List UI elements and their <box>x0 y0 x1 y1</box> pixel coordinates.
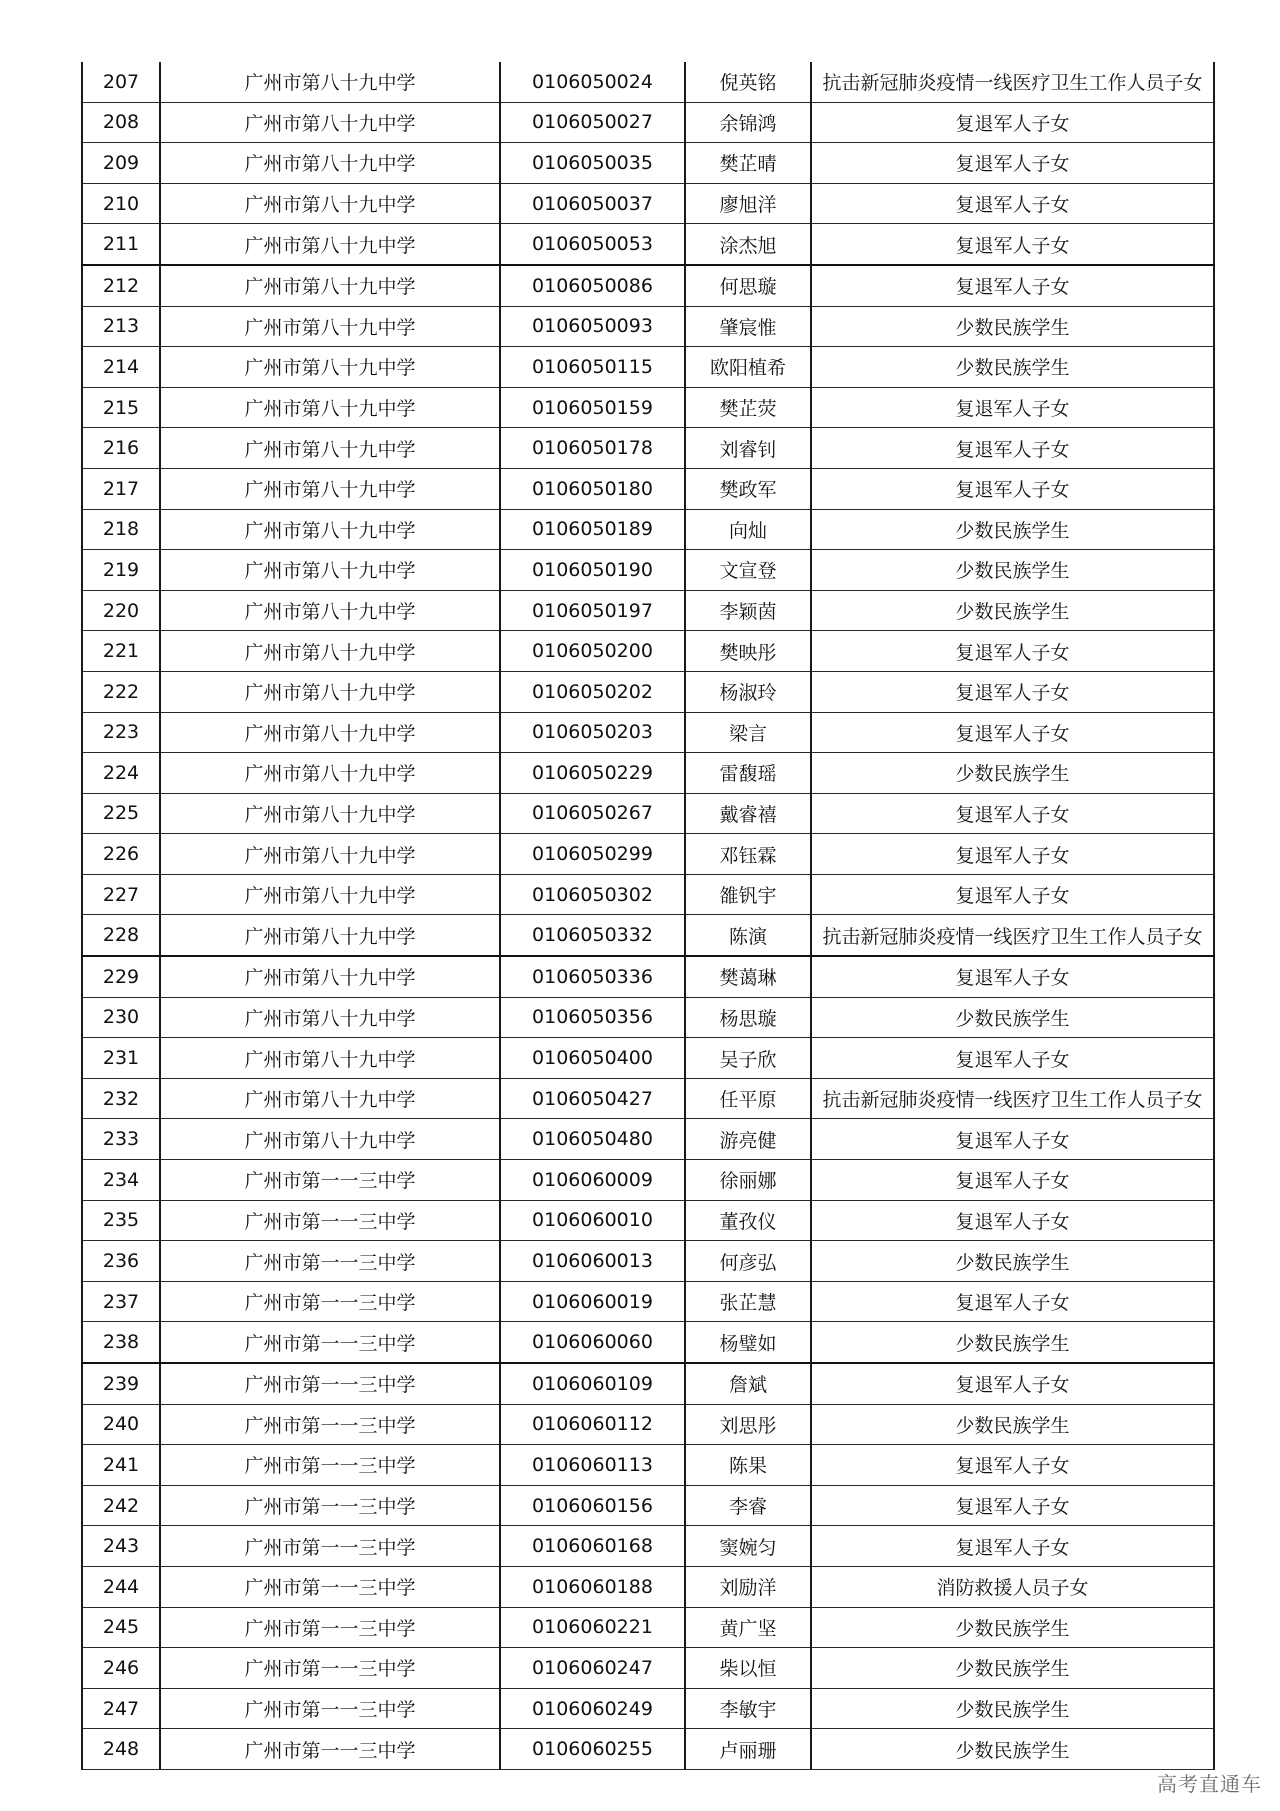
student-name-cell: 樊芷荧 <box>685 387 811 428</box>
category-cell: 复退军人子女 <box>811 1363 1214 1404</box>
watermark-label: 高考直通车 <box>1157 1772 1262 1796</box>
row-number-cell: 245 <box>82 1607 160 1648</box>
row-number-cell: 215 <box>82 387 160 428</box>
table-row <box>82 1119 1214 1160</box>
student-name-cell: 戴睿禧 <box>685 793 811 834</box>
row-number-cell: 240 <box>82 1404 160 1445</box>
category-cell: 复退军人子女 <box>811 793 1214 834</box>
student-name-cell: 文宣登 <box>685 550 811 591</box>
student-id-cell: 0106060010 <box>500 1200 685 1241</box>
table-row <box>82 306 1214 347</box>
table-row <box>82 915 1214 956</box>
table-row <box>82 62 1214 102</box>
category-cell: 少数民族学生 <box>811 306 1214 347</box>
school-cell: 广州市第八十九中学 <box>160 509 500 550</box>
category-cell: 复退军人子女 <box>811 468 1214 509</box>
row-number-cell: 236 <box>82 1241 160 1282</box>
table-row <box>82 1607 1214 1648</box>
row-number-cell: 231 <box>82 1038 160 1079</box>
table-row <box>82 468 1214 509</box>
student-id-cell: 0106060060 <box>500 1322 685 1363</box>
school-cell: 广州市第八十九中学 <box>160 753 500 794</box>
row-number-cell: 230 <box>82 997 160 1038</box>
table-row <box>82 1688 1214 1729</box>
row-number-cell: 220 <box>82 590 160 631</box>
school-cell: 广州市第八十九中学 <box>160 1078 500 1119</box>
student-id-cell: 0106050037 <box>500 183 685 224</box>
student-name-cell: 张芷慧 <box>685 1281 811 1322</box>
table-row <box>82 1038 1214 1079</box>
student-id-cell: 0106050093 <box>500 306 685 347</box>
table-row <box>82 1648 1214 1689</box>
category-cell: 少数民族学生 <box>811 509 1214 550</box>
category-cell: 少数民族学生 <box>811 1729 1214 1770</box>
category-cell: 复退军人子女 <box>811 712 1214 753</box>
student-name-cell: 刘思彤 <box>685 1404 811 1445</box>
school-cell: 广州市第一一三中学 <box>160 1200 500 1241</box>
school-cell: 广州市第八十九中学 <box>160 997 500 1038</box>
school-cell: 广州市第八十九中学 <box>160 265 500 306</box>
table-row <box>82 997 1214 1038</box>
category-cell: 复退军人子女 <box>811 1038 1214 1079</box>
category-cell: 复退军人子女 <box>811 1200 1214 1241</box>
category-cell: 少数民族学生 <box>811 550 1214 591</box>
table-row <box>82 793 1214 834</box>
row-number-cell: 246 <box>82 1648 160 1689</box>
student-name-cell: 向灿 <box>685 509 811 550</box>
school-cell: 广州市第八十九中学 <box>160 793 500 834</box>
row-number-cell: 211 <box>82 224 160 265</box>
row-number-cell: 237 <box>82 1281 160 1322</box>
table-row <box>82 1363 1214 1404</box>
category-cell: 复退军人子女 <box>811 1160 1214 1201</box>
school-cell: 广州市第八十九中学 <box>160 915 500 956</box>
school-cell: 广州市第八十九中学 <box>160 834 500 875</box>
category-cell: 少数民族学生 <box>811 1241 1214 1282</box>
category-cell: 少数民族学生 <box>811 1322 1214 1363</box>
student-name-cell: 樊芷晴 <box>685 143 811 184</box>
student-name-cell: 樊蔼琳 <box>685 956 811 997</box>
student-id-cell: 0106060019 <box>500 1281 685 1322</box>
row-number-cell: 234 <box>82 1160 160 1201</box>
row-number-cell: 238 <box>82 1322 160 1363</box>
student-id-cell: 0106050203 <box>500 712 685 753</box>
row-number-cell: 224 <box>82 753 160 794</box>
student-id-cell: 0106060013 <box>500 1241 685 1282</box>
student-name-cell: 倪英铭 <box>685 62 811 102</box>
student-name-cell: 欧阳植希 <box>685 347 811 388</box>
student-id-cell: 0106060247 <box>500 1648 685 1689</box>
category-cell: 抗击新冠肺炎疫情一线医疗卫生工作人员子女 <box>811 1078 1214 1119</box>
student-name-cell: 李颖茵 <box>685 590 811 631</box>
student-name-cell: 黄广坚 <box>685 1607 811 1648</box>
category-cell: 抗击新冠肺炎疫情一线医疗卫生工作人员子女 <box>811 62 1214 102</box>
student-name-cell: 廖旭洋 <box>685 183 811 224</box>
school-cell: 广州市第八十九中学 <box>160 590 500 631</box>
table-row <box>82 1445 1214 1486</box>
student-name-cell: 徐丽娜 <box>685 1160 811 1201</box>
row-number-cell: 243 <box>82 1526 160 1567</box>
student-name-cell: 梁言 <box>685 712 811 753</box>
student-id-cell: 0106050267 <box>500 793 685 834</box>
category-cell: 少数民族学生 <box>811 347 1214 388</box>
student-id-cell: 0106050086 <box>500 265 685 306</box>
table-row <box>82 102 1214 143</box>
student-id-cell: 0106050336 <box>500 956 685 997</box>
roster-body <box>82 62 1214 1769</box>
row-number-cell: 219 <box>82 550 160 591</box>
table-row <box>82 387 1214 428</box>
school-cell: 广州市第八十九中学 <box>160 671 500 712</box>
row-number-cell: 247 <box>82 1688 160 1729</box>
student-id-cell: 0106050480 <box>500 1119 685 1160</box>
school-cell: 广州市第一一三中学 <box>160 1607 500 1648</box>
student-name-cell: 杨淑玲 <box>685 671 811 712</box>
category-cell: 复退军人子女 <box>811 1526 1214 1567</box>
category-cell: 少数民族学生 <box>811 997 1214 1038</box>
table-row <box>82 1160 1214 1201</box>
school-cell: 广州市第八十九中学 <box>160 224 500 265</box>
student-id-cell: 0106050356 <box>500 997 685 1038</box>
category-cell: 复退军人子女 <box>811 1445 1214 1486</box>
school-cell: 广州市第八十九中学 <box>160 306 500 347</box>
roster-table <box>81 62 1215 1770</box>
category-cell: 复退军人子女 <box>811 183 1214 224</box>
table-row <box>82 347 1214 388</box>
student-id-cell: 0106060112 <box>500 1404 685 1445</box>
student-name-cell: 董孜仪 <box>685 1200 811 1241</box>
student-id-cell: 0106050299 <box>500 834 685 875</box>
school-cell: 广州市第一一三中学 <box>160 1566 500 1607</box>
table-row <box>82 1566 1214 1607</box>
student-name-cell: 樊映彤 <box>685 631 811 672</box>
category-cell: 复退军人子女 <box>811 1485 1214 1526</box>
category-cell: 消防救援人员子女 <box>811 1566 1214 1607</box>
student-name-cell: 杨璧如 <box>685 1322 811 1363</box>
student-id-cell: 0106050035 <box>500 143 685 184</box>
table-row <box>82 1322 1214 1363</box>
student-id-cell: 0106060255 <box>500 1729 685 1770</box>
student-name-cell: 樊政军 <box>685 468 811 509</box>
school-cell: 广州市第一一三中学 <box>160 1445 500 1486</box>
row-number-cell: 223 <box>82 712 160 753</box>
student-id-cell: 0106060109 <box>500 1363 685 1404</box>
student-name-cell: 肇宸惟 <box>685 306 811 347</box>
student-name-cell: 雷馥瑶 <box>685 753 811 794</box>
school-cell: 广州市第八十九中学 <box>160 956 500 997</box>
school-cell: 广州市第一一三中学 <box>160 1281 500 1322</box>
category-cell: 复退军人子女 <box>811 956 1214 997</box>
student-name-cell: 李敏宇 <box>685 1688 811 1729</box>
student-id-cell: 0106050427 <box>500 1078 685 1119</box>
school-cell: 广州市第八十九中学 <box>160 1119 500 1160</box>
table-row <box>82 550 1214 591</box>
school-cell: 广州市第八十九中学 <box>160 631 500 672</box>
table-row <box>82 1729 1214 1770</box>
student-name-cell: 刘励洋 <box>685 1566 811 1607</box>
student-id-cell: 0106060249 <box>500 1688 685 1729</box>
school-cell: 广州市第八十九中学 <box>160 712 500 753</box>
table-row <box>82 509 1214 550</box>
row-number-cell: 212 <box>82 265 160 306</box>
row-number-cell: 229 <box>82 956 160 997</box>
category-cell: 少数民族学生 <box>811 1607 1214 1648</box>
category-cell: 复退军人子女 <box>811 1119 1214 1160</box>
student-name-cell: 何彦弘 <box>685 1241 811 1282</box>
row-number-cell: 235 <box>82 1200 160 1241</box>
school-cell: 广州市第八十九中学 <box>160 143 500 184</box>
student-id-cell: 0106060221 <box>500 1607 685 1648</box>
category-cell: 少数民族学生 <box>811 590 1214 631</box>
student-id-cell: 0106050200 <box>500 631 685 672</box>
school-cell: 广州市第八十九中学 <box>160 468 500 509</box>
student-id-cell: 0106060156 <box>500 1485 685 1526</box>
table-row <box>82 1241 1214 1282</box>
student-name-cell: 吴子欣 <box>685 1038 811 1079</box>
student-name-cell: 李睿 <box>685 1485 811 1526</box>
row-number-cell: 210 <box>82 183 160 224</box>
table-row <box>82 224 1214 265</box>
row-number-cell: 209 <box>82 143 160 184</box>
row-number-cell: 221 <box>82 631 160 672</box>
school-cell: 广州市第八十九中学 <box>160 347 500 388</box>
school-cell: 广州市第一一三中学 <box>160 1160 500 1201</box>
category-cell: 复退军人子女 <box>811 834 1214 875</box>
row-number-cell: 233 <box>82 1119 160 1160</box>
student-name-cell: 陈演 <box>685 915 811 956</box>
table-row <box>82 712 1214 753</box>
school-cell: 广州市第一一三中学 <box>160 1688 500 1729</box>
table-row <box>82 1281 1214 1322</box>
student-id-cell: 0106050180 <box>500 468 685 509</box>
row-number-cell: 242 <box>82 1485 160 1526</box>
student-name-cell: 涂杰旭 <box>685 224 811 265</box>
student-id-cell: 0106050190 <box>500 550 685 591</box>
student-id-cell: 0106050197 <box>500 590 685 631</box>
student-name-cell: 余锦鸿 <box>685 102 811 143</box>
student-id-cell: 0106050400 <box>500 1038 685 1079</box>
row-number-cell: 244 <box>82 1566 160 1607</box>
school-cell: 广州市第一一三中学 <box>160 1648 500 1689</box>
school-cell: 广州市第八十九中学 <box>160 874 500 915</box>
table-row <box>82 1078 1214 1119</box>
school-cell: 广州市第八十九中学 <box>160 62 500 102</box>
row-number-cell: 241 <box>82 1445 160 1486</box>
category-cell: 复退军人子女 <box>811 671 1214 712</box>
student-id-cell: 0106050159 <box>500 387 685 428</box>
student-name-cell: 雒钒宇 <box>685 874 811 915</box>
student-id-cell: 0106050027 <box>500 102 685 143</box>
school-cell: 广州市第一一三中学 <box>160 1729 500 1770</box>
row-number-cell: 225 <box>82 793 160 834</box>
table-row <box>82 834 1214 875</box>
row-number-cell: 232 <box>82 1078 160 1119</box>
table-row <box>82 1200 1214 1241</box>
row-number-cell: 208 <box>82 102 160 143</box>
school-cell: 广州市第八十九中学 <box>160 387 500 428</box>
student-name-cell: 柴以恒 <box>685 1648 811 1689</box>
row-number-cell: 218 <box>82 509 160 550</box>
category-cell: 复退军人子女 <box>811 387 1214 428</box>
school-cell: 广州市第一一三中学 <box>160 1404 500 1445</box>
table-row <box>82 265 1214 306</box>
category-cell: 少数民族学生 <box>811 1688 1214 1729</box>
category-cell: 复退军人子女 <box>811 265 1214 306</box>
student-name-cell: 陈果 <box>685 1445 811 1486</box>
student-name-cell: 窦婉匀 <box>685 1526 811 1567</box>
school-cell: 广州市第一一三中学 <box>160 1363 500 1404</box>
student-id-cell: 0106060113 <box>500 1445 685 1486</box>
table-row <box>82 874 1214 915</box>
category-cell: 抗击新冠肺炎疫情一线医疗卫生工作人员子女 <box>811 915 1214 956</box>
student-id-cell: 0106050202 <box>500 671 685 712</box>
category-cell: 复退军人子女 <box>811 1281 1214 1322</box>
student-id-cell: 0106050332 <box>500 915 685 956</box>
school-cell: 广州市第八十九中学 <box>160 428 500 469</box>
table-row <box>82 956 1214 997</box>
student-id-cell: 0106050302 <box>500 874 685 915</box>
student-name-cell: 杨思璇 <box>685 997 811 1038</box>
row-number-cell: 239 <box>82 1363 160 1404</box>
row-number-cell: 226 <box>82 834 160 875</box>
student-name-cell: 何思璇 <box>685 265 811 306</box>
table-row <box>82 183 1214 224</box>
row-number-cell: 248 <box>82 1729 160 1770</box>
category-cell: 复退军人子女 <box>811 143 1214 184</box>
school-cell: 广州市第八十九中学 <box>160 1038 500 1079</box>
student-id-cell: 0106050024 <box>500 62 685 102</box>
category-cell: 少数民族学生 <box>811 1404 1214 1445</box>
row-number-cell: 228 <box>82 915 160 956</box>
category-cell: 少数民族学生 <box>811 1648 1214 1689</box>
school-cell: 广州市第一一三中学 <box>160 1526 500 1567</box>
table-row <box>82 1526 1214 1567</box>
table-row <box>82 753 1214 794</box>
table-row <box>82 428 1214 469</box>
category-cell: 复退军人子女 <box>811 102 1214 143</box>
student-name-cell: 卢丽珊 <box>685 1729 811 1770</box>
row-number-cell: 213 <box>82 306 160 347</box>
school-cell: 广州市第一一三中学 <box>160 1322 500 1363</box>
student-id-cell: 0106050189 <box>500 509 685 550</box>
student-name-cell: 游亮健 <box>685 1119 811 1160</box>
row-number-cell: 216 <box>82 428 160 469</box>
category-cell: 复退军人子女 <box>811 428 1214 469</box>
category-cell: 复退军人子女 <box>811 224 1214 265</box>
row-number-cell: 222 <box>82 671 160 712</box>
school-cell: 广州市第一一三中学 <box>160 1241 500 1282</box>
school-cell: 广州市第八十九中学 <box>160 550 500 591</box>
table-row <box>82 631 1214 672</box>
student-name-cell: 刘睿钊 <box>685 428 811 469</box>
table-row <box>82 1485 1214 1526</box>
row-number-cell: 214 <box>82 347 160 388</box>
row-number-cell: 227 <box>82 874 160 915</box>
student-name-cell: 任平原 <box>685 1078 811 1119</box>
student-name-cell: 詹斌 <box>685 1363 811 1404</box>
student-id-cell: 0106060009 <box>500 1160 685 1201</box>
row-number-cell: 217 <box>82 468 160 509</box>
student-id-cell: 0106050229 <box>500 753 685 794</box>
school-cell: 广州市第八十九中学 <box>160 183 500 224</box>
student-id-cell: 0106050053 <box>500 224 685 265</box>
category-cell: 复退军人子女 <box>811 874 1214 915</box>
table-row <box>82 671 1214 712</box>
school-cell: 广州市第八十九中学 <box>160 102 500 143</box>
student-id-cell: 0106060168 <box>500 1526 685 1567</box>
category-cell: 复退军人子女 <box>811 631 1214 672</box>
student-id-cell: 0106050178 <box>500 428 685 469</box>
school-cell: 广州市第一一三中学 <box>160 1485 500 1526</box>
category-cell: 少数民族学生 <box>811 753 1214 794</box>
student-name-cell: 邓钰霖 <box>685 834 811 875</box>
row-number-cell: 207 <box>82 62 160 102</box>
student-id-cell: 0106060188 <box>500 1566 685 1607</box>
table-row <box>82 143 1214 184</box>
table-row <box>82 590 1214 631</box>
student-id-cell: 0106050115 <box>500 347 685 388</box>
table-row <box>82 1404 1214 1445</box>
